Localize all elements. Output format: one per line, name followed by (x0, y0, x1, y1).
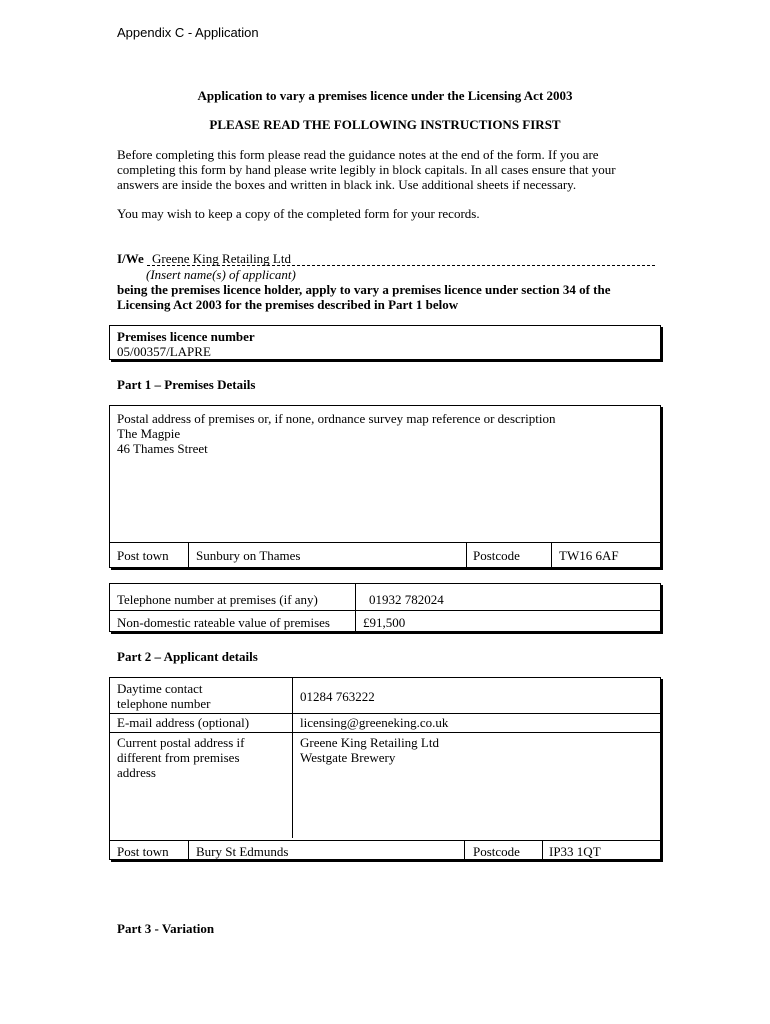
daytime-row-divider (110, 713, 660, 714)
applicant-details-box (109, 677, 661, 860)
applicant-details-column-divider (292, 678, 293, 838)
current-address-label: Current postal address if different from premises address (117, 735, 245, 780)
part1-heading: Part 1 – Premises Details (117, 377, 256, 392)
licence-number-label: Premises licence number (117, 329, 255, 344)
instructions-line-1: Before completing this form please read the guidance notes at the end of the form. If you are (117, 147, 599, 162)
contact-row-divider (110, 610, 660, 611)
keep-copy-note: You may wish to keep a copy of the completed form for your records. (117, 206, 480, 221)
rateable-value[interactable]: £91,500 (363, 615, 406, 630)
part2-heading: Part 2 – Applicant details (117, 649, 258, 664)
form-title: Application to vary a premises licence under the Licensing Act 2003 (197, 88, 573, 103)
premises-phone-label: Telephone number at premises (if any) (117, 592, 318, 607)
premises-address-line-2[interactable]: 46 Thames Street (117, 441, 208, 456)
current-address[interactable]: Greene King Retailing Ltd Westgate Brewery (300, 735, 439, 765)
email-value[interactable]: licensing@greeneking.co.uk (300, 715, 449, 730)
applicant-postcode[interactable]: IP33 1QT (549, 844, 601, 859)
premises-phone[interactable]: 01932 782024 (369, 592, 444, 607)
premises-post-town[interactable]: Sunbury on Thames (196, 548, 301, 563)
address-divider (110, 542, 660, 543)
applicant-statement-1: being the premises licence holder, apply to vary a premises licence under section 34 of the (117, 282, 611, 297)
applicant-postcode-divider (542, 840, 543, 859)
premises-post-town-label: Post town (117, 548, 169, 563)
licence-number-value[interactable]: 05/00357/LAPRE (117, 344, 211, 359)
premises-contact-box (109, 583, 661, 632)
rateable-value-label: Non-domestic rateable value of premises (117, 615, 330, 630)
applicant-name-line (147, 265, 655, 266)
instructions-text (117, 147, 616, 192)
contact-column-divider (355, 584, 356, 631)
address-row-divider (110, 840, 660, 841)
postcode-divider (551, 542, 552, 567)
email-label: E-mail address (optional) (117, 715, 250, 730)
postcode-label-divider (466, 542, 467, 567)
daytime-phone-label: Daytime contact telephone number (117, 681, 211, 711)
email-row-divider (110, 732, 660, 733)
instructions-line-2: completing this form by hand please write legibly in block capitals. In all cases ensure that your (117, 162, 616, 177)
applicant-statement-2: Licensing Act 2003 for the premises described in Part 1 below (117, 297, 459, 312)
applicant-hint: (Insert name(s) of applicant) (146, 267, 296, 282)
applicant-post-town-divider (188, 840, 189, 859)
applicant-name[interactable]: Greene King Retailing Ltd (152, 251, 291, 266)
premises-address-box (109, 405, 661, 568)
applicant-post-town[interactable]: Bury St Edmunds (196, 844, 289, 859)
premises-postcode[interactable]: TW16 6AF (559, 548, 619, 563)
premises-address-line-1[interactable]: The Magpie (117, 426, 181, 441)
premises-address-label: Postal address of premises or, if none, ordnance survey map reference or description (117, 411, 556, 426)
applicant-postcode-label: Postcode (473, 844, 520, 859)
appendix-header: Appendix C - Application (117, 25, 259, 40)
instructions-line-3: answers are inside the boxes and written in black ink. Use additional sheets if necessary. (117, 177, 577, 192)
daytime-phone[interactable]: 01284 763222 (300, 689, 375, 704)
applicant-label: I/We (117, 251, 144, 266)
premises-postcode-label: Postcode (473, 548, 520, 563)
instructions-heading: PLEASE READ THE FOLLOWING INSTRUCTIONS FIRST (209, 117, 561, 132)
applicant-postcode-label-divider (464, 840, 465, 859)
licence-number-box (109, 325, 661, 360)
part3-heading: Part 3 - Variation (117, 921, 215, 936)
applicant-post-town-label: Post town (117, 844, 169, 859)
post-town-divider (188, 542, 189, 567)
